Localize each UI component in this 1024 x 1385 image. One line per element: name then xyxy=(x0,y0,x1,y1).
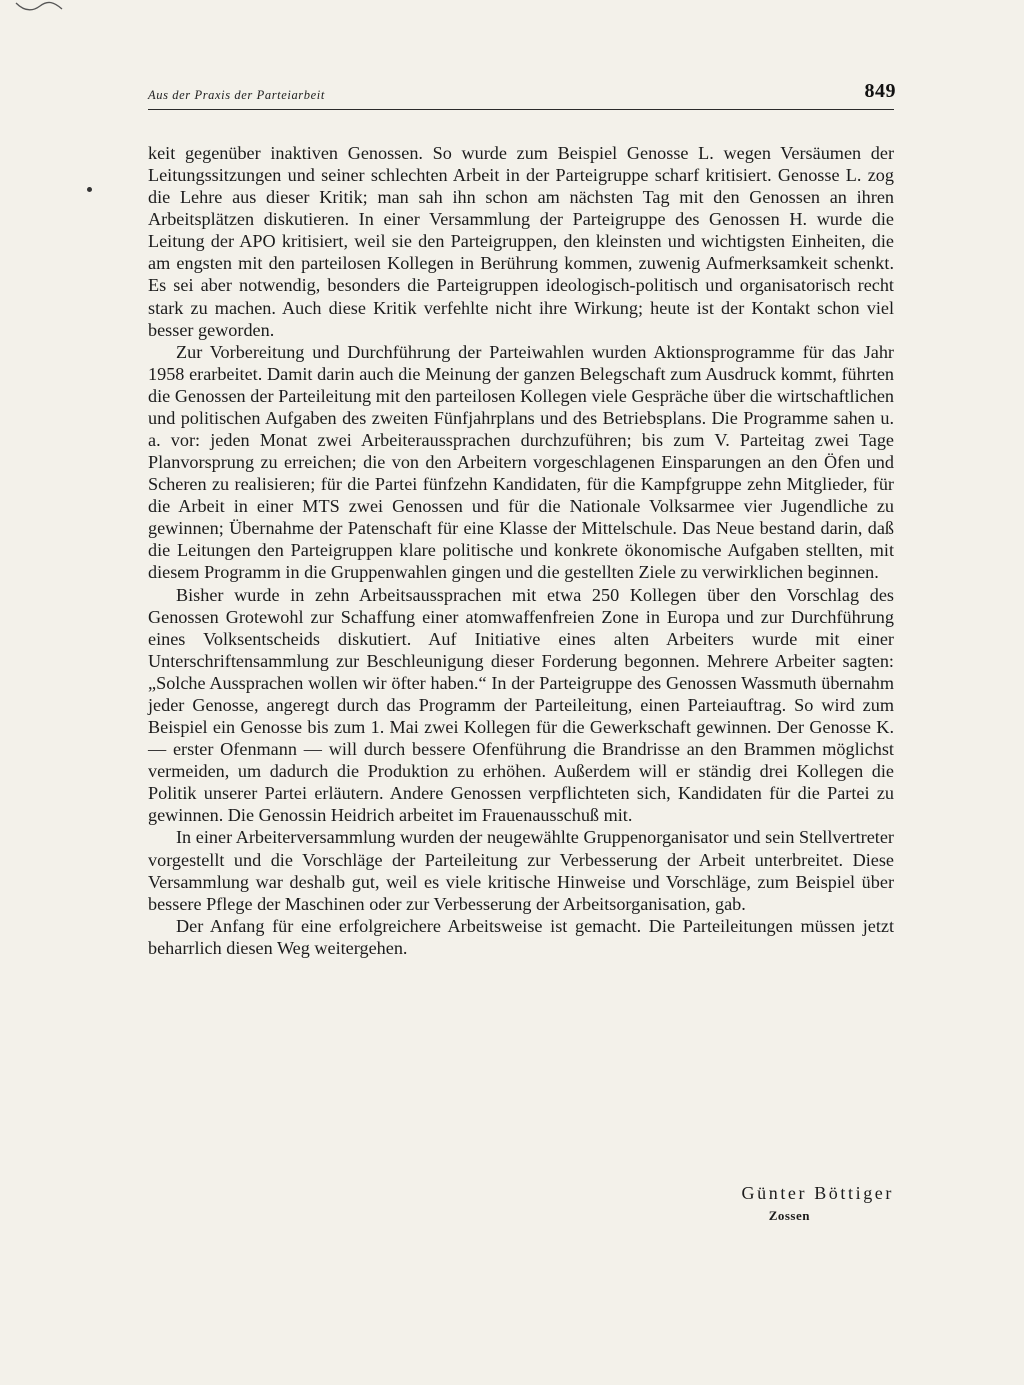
paragraph-4: In einer Arbeiterversammlung wurden der neugewählte Gruppenorganisator und sein Stellvertreter vorgestellt und die Vorschläge der Parteileitung zur Verbesserung der Arbeit unterbreitet. Diese Versammlung war deshalb gut, weil es viele kritische Hinweise und Vorschläge, zum Beispiel über bessere Pflege der Maschinen oder zur Verbesserung der Arbeitsorganisation, gab. xyxy=(148,827,894,914)
paragraph-1: keit gegenüber inaktiven Genossen. So wurde zum Beispiel Genosse L. wegen Versäumen der Leitungssitzungen und seiner schlechten Arbeit in der Parteigruppe scharf kritisiert. Genosse L. zog die Lehre aus dieser Kritik; man sah ihn schon am nächsten Tag mit den Genossen an ihren Arbeitsplätzen diskutieren. In einer Versammlung der Parteigruppe des Genossen H. wurde die Leitung der APO kritisiert, weil sie den Parteigruppen, den kleinsten und wichtigsten Einheiten, die am engsten mit den parteilosen Kollegen in Berührung kommen, zuwenig Aufmerksamkeit schenkt. Es sei aber notwendig, besonders die Parteigruppen ideologisch-politisch und organisatorisch recht stark zu machen. Auch diese Kritik verfehlte nicht ihre Wirkung; heute ist der Kontakt schon viel besser geworden. xyxy=(148,143,894,340)
header-rule xyxy=(148,109,894,110)
author-location: Zossen xyxy=(768,1208,810,1223)
paragraph-2: Zur Vorbereitung und Durchführung der Parteiwahlen wurden Aktionsprogramme für das Jahr 1958 erarbeitet. Damit darin auch die Meinung der ganzen Belegschaft zum Ausdruck kommt, führten die Genossen der Parteileitung mit den parteilosen Kollegen viele Gespräche über die wirtschaftlichen und politischen Aufgaben des zweiten Fünfjahrplans und des Betriebsplans. Die Programme sahen u. a. vor: jeden Monat zwei Arbeiteraussprachen durchzuführen; bis zum V. Parteitag zwei Tage Planvorsprung zu erreichen; die von den Arbeitern vorgeschlagenen Einsparungen an den Öfen und Scheren zu realisieren; für die Partei fünfzehn Kandidaten, für die Kampfgruppe zehn Mitglieder, für die Arbeit in einer MTS zwei Genossen und für die Nationale Volksarmee vier Jugendliche zu gewinnen; Übernahme der Patenschaft für eine Klasse der Mittelschule. Das Neue bestand darin, daß die Leitungen den Parteigruppen klare politische und konkrete ökonomische Aufgaben stellten, mit diesem Programm in die Gruppenwahlen gingen und die gestellten Ziele zu verwirklichen beginnen. xyxy=(148,341,894,583)
paragraph-5: Der Anfang für eine erfolgreichere Arbeitsweise ist gemacht. Die Parteileitungen müssen jetzt beharrlich diesen Weg weitergehen. xyxy=(148,915,894,958)
paragraph-3: Bisher wurde in zehn Arbeitsaussprachen mit etwa 250 Kollegen über den Vorschlag des Genossen Grotewohl zur Schaffung einer atomwaffenfreien Zone in Europa und zur Durchführung eines Volksentscheids diskutiert. Auf Initiative eines alten Arbeiters wurde mit einer Unterschriftensammlung zur Beschleunigung dieser Forderung begonnen. Mehrere Arbeiter sagten: „Solche Aussprachen wollen wir öfter haben.“ In der Parteigruppe des Genossen Wassmuth übernahm jeder Genosse, angeregt durch das Programm der Parteileitung, einen Parteiauftrag. So wird zum Beispiel ein Genosse bis zum 1. Mai zwei Kollegen für die Gewerkschaft gewinnen. Der Genosse K. — erster Ofenmann — will durch bessere Ofenführung die Brandrisse an den Brammen möglichst vermeiden, um dadurch die Produktion zu erhöhen. Außerdem will er ständig drei Kollegen die Politik unserer Partei erläutern. Andere Genossen verpflichteten sich, Kandidaten für die Partei zu gewinnen. Die Genossin Heidrich arbeitet im Frauenausschuß mit. xyxy=(148,584,894,826)
page-number: 849 xyxy=(864,80,896,102)
margin-dot-mark xyxy=(87,187,92,192)
pen-mark-scribble xyxy=(14,0,74,14)
article-body xyxy=(148,142,894,959)
running-header-title: Aus der Praxis der Parteiarbeit xyxy=(148,88,325,102)
author-signature: Günter Böttiger xyxy=(741,1183,894,1203)
